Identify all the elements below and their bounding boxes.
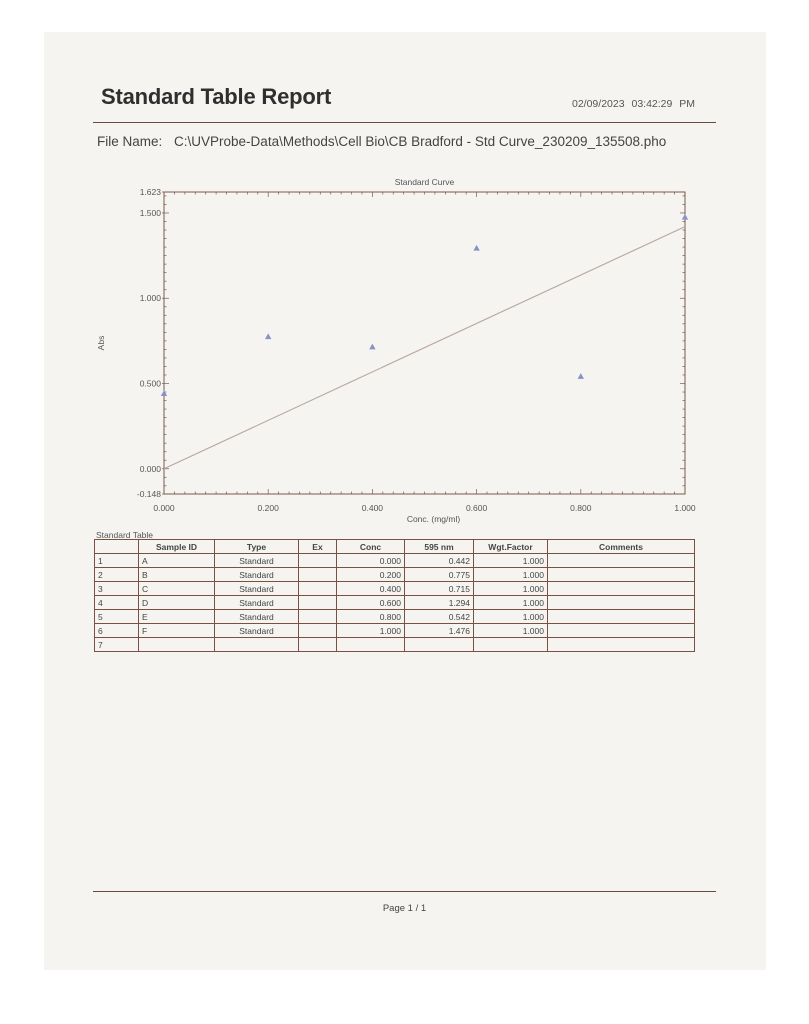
table-cell (299, 596, 337, 610)
table-cell (405, 638, 474, 652)
table-cell: 0.600 (337, 596, 405, 610)
table-cell (299, 582, 337, 596)
standard-table (94, 539, 695, 652)
table-cell: 1 (95, 554, 139, 568)
report-date: 02/09/2023 (572, 98, 625, 110)
file-path: C:\UVProbe-Data\Methods\Cell Bio\CB Bradford - Std Curve_230209_135508.pho (174, 134, 667, 149)
page-number: Page 1 / 1 (382, 903, 427, 914)
plot-frame (164, 192, 685, 494)
x-axis-label: Conc. (mg/ml) (406, 514, 461, 524)
table-cell (299, 568, 337, 582)
table-cell: Standard (215, 582, 299, 596)
y-axis-label: Abs (96, 335, 106, 351)
x-tick-label: 0.000 (153, 503, 175, 513)
data-point (682, 214, 688, 220)
table-cell: D (139, 596, 215, 610)
table-caption: Standard Table (96, 530, 154, 540)
column-header: Conc (337, 540, 405, 554)
data-point (161, 390, 167, 396)
x-tick-label: 1.000 (674, 503, 696, 513)
table-cell (337, 638, 405, 652)
table-cell: 7 (95, 638, 139, 652)
x-tick-label: 0.400 (361, 503, 384, 513)
table-cell (215, 638, 299, 652)
table-cell: 1.000 (337, 624, 405, 638)
table-cell: 1.000 (474, 582, 548, 596)
table-cell: 6 (95, 624, 139, 638)
table-cell: B (139, 568, 215, 582)
y-tick-label: 1.500 (139, 207, 161, 218)
table-cell: Standard (215, 568, 299, 582)
table-cell: 1.000 (474, 554, 548, 568)
column-header: Comments (548, 540, 695, 554)
table-row (95, 554, 695, 568)
y-tick-label: 0.500 (139, 378, 161, 389)
table-cell: 1.294 (405, 596, 474, 610)
x-tick-label: 0.200 (257, 503, 279, 513)
data-point (578, 373, 584, 379)
table-cell: 1.000 (474, 596, 548, 610)
y-tick-label: 1.000 (139, 293, 161, 304)
chart-title: Standard Curve (394, 177, 455, 187)
data-point (369, 344, 375, 350)
table-cell: 0.442 (405, 554, 474, 568)
fit-line (164, 227, 685, 469)
table-row (95, 624, 695, 638)
column-header (95, 540, 139, 554)
column-header: Sample ID (139, 540, 215, 554)
table-row (95, 568, 695, 582)
table-row (95, 596, 695, 610)
table-row (95, 638, 695, 652)
table-cell (548, 624, 695, 638)
table-cell: 2 (95, 568, 139, 582)
data-point (265, 333, 271, 339)
table-cell (548, 554, 695, 568)
table-cell (299, 638, 337, 652)
table-cell (299, 554, 337, 568)
column-header: Wgt.Factor (474, 540, 548, 554)
table-cell (299, 624, 337, 638)
table-cell: 0.715 (405, 582, 474, 596)
column-header: Type (215, 540, 299, 554)
table-cell: A (139, 554, 215, 568)
table-cell: 0.200 (337, 568, 405, 582)
table-cell: 5 (95, 610, 139, 624)
table-cell (139, 638, 215, 652)
table-row (95, 610, 695, 624)
x-tick-label: 0.800 (570, 503, 592, 513)
table-cell: Standard (215, 610, 299, 624)
table-cell (548, 568, 695, 582)
table-header-row (95, 540, 695, 554)
table-cell: E (139, 610, 215, 624)
table-cell (548, 610, 695, 624)
table-cell (474, 638, 548, 652)
table-cell: 0.000 (337, 554, 405, 568)
table-cell: 1.000 (474, 568, 548, 582)
table-cell: 0.542 (405, 610, 474, 624)
column-header: 595 nm (405, 540, 474, 554)
data-point (473, 245, 479, 251)
table-cell (548, 582, 695, 596)
table-cell: 0.400 (337, 582, 405, 596)
table-cell: Standard (215, 596, 299, 610)
footer-divider (93, 891, 716, 892)
table-cell: Standard (215, 554, 299, 568)
table-cell: 1.476 (405, 624, 474, 638)
y-tick-label: -0.148 (136, 489, 161, 499)
table-cell: Standard (215, 624, 299, 638)
y-tick-label: 0.000 (139, 463, 161, 474)
column-header: Ex (299, 540, 337, 554)
table-cell (548, 638, 695, 652)
table-cell (299, 610, 337, 624)
table-cell: 1.000 (474, 610, 548, 624)
table-cell (548, 596, 695, 610)
table-row (95, 582, 695, 596)
table-cell: 3 (95, 582, 139, 596)
file-name-label: File Name: (97, 134, 163, 149)
x-tick-label: 0.600 (465, 503, 488, 513)
table-cell: 0.800 (337, 610, 405, 624)
table-cell: 0.775 (405, 568, 474, 582)
table-cell: 1.000 (474, 624, 548, 638)
table-cell: F (139, 624, 215, 638)
y-tick-label: 1.623 (139, 187, 161, 197)
report-time: 03:42:29 PM (631, 98, 696, 110)
table-cell: 4 (95, 596, 139, 610)
report-title: Standard Table Report (101, 84, 332, 109)
table-cell: C (139, 582, 215, 596)
